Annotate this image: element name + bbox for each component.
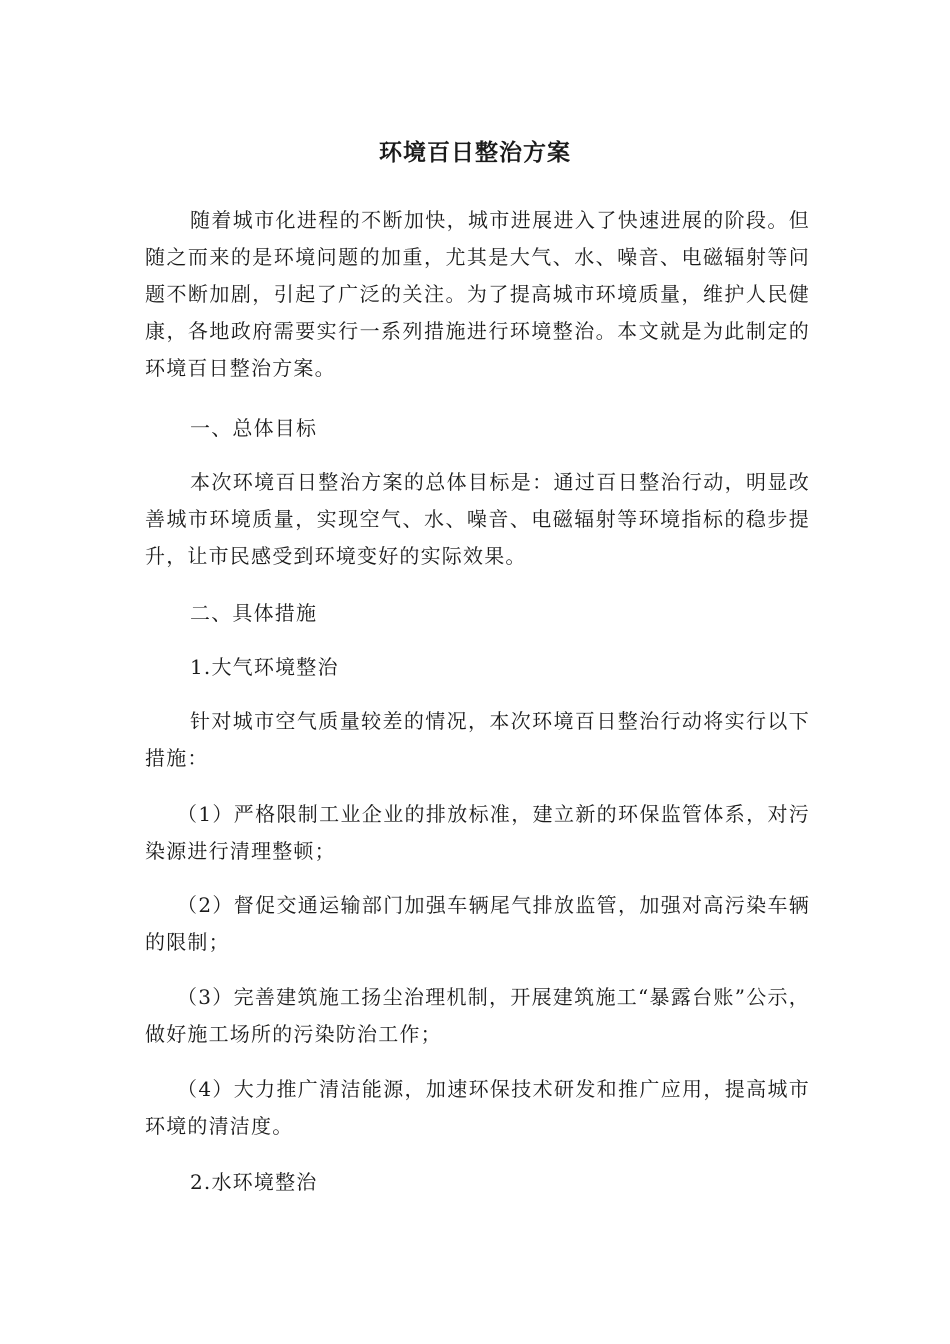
intro-paragraph: 随着城市化进程的不断加快，城市进展进入了快速进展的阶段。但随之而来的是环境问题的加重，尤其是大气、水、噪音、电磁辐射等问题不断加剧，引起了广泛的关注。为了提高城市环境质量，维护人民健康，各地政府需要实行一系列措施进行环境整治。本文就是为此制定的环境百日整治方案。 xyxy=(145,208,810,380)
subsection-heading-water: 2.水环境整治 xyxy=(190,1170,318,1194)
air-measure-item: （4）大力推广清洁能源，加速环保技术研发和推广应用，提高城市环境的清洁度。 xyxy=(145,1077,810,1138)
section-heading-overall-goal: 一、总体目标 xyxy=(190,416,318,440)
air-measure-item: （3）完善建筑施工扬尘治理机制，开展建筑施工“暴露台账”公示，做好施工场所的污染防治工作； xyxy=(145,985,810,1046)
subsection-heading-air: 1.大气环境整治 xyxy=(190,655,339,679)
air-measure-item: （2）督促交通运输部门加强车辆尾气排放监管，加强对高污染车辆的限制； xyxy=(145,893,810,954)
air-measure-item: （1）严格限制工业企业的排放标准，建立新的环保监管体系，对污染源进行清理整顿； xyxy=(145,802,810,863)
air-intro-paragraph: 针对城市空气质量较差的情况，本次环境百日整治行动将实行以下措施： xyxy=(145,709,810,770)
overall-goal-paragraph: 本次环境百日整治方案的总体目标是：通过百日整治行动，明显改善城市环境质量，实现空气、水、噪音、电磁辐射等环境指标的稳步提升，让市民感受到环境变好的实际效果。 xyxy=(145,470,810,568)
section-heading-measures: 二、具体措施 xyxy=(190,601,318,625)
document-title: 环境百日整治方案 xyxy=(379,140,571,166)
